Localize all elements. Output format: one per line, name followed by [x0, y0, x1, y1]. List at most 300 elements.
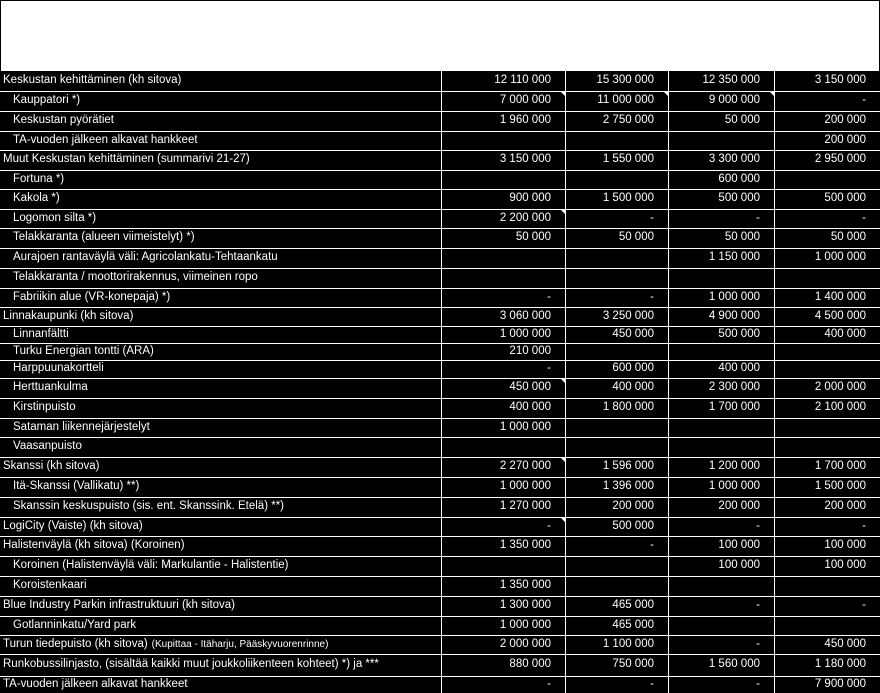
row-label-text: Harppuunakortteli	[13, 362, 104, 375]
column-divider	[441, 556, 442, 576]
column-divider	[565, 91, 566, 111]
column-divider	[774, 307, 775, 326]
value-cell: 1 000 000	[499, 327, 551, 340]
value-cell: 465 000	[612, 599, 654, 612]
value-cell: 1 270 000	[499, 500, 551, 513]
row-label-text: Telakkaranta / moottorirakennus, viimeinen ropo	[13, 271, 258, 284]
value-cell: 1 560 000	[708, 658, 760, 671]
column-divider	[565, 268, 566, 288]
table-row	[0, 556, 880, 576]
value-cell: -	[862, 519, 866, 532]
value-cell: 1 500 000	[814, 480, 866, 493]
row-label	[0, 150, 441, 170]
value-cell: 2 200 000	[499, 211, 551, 224]
row-divider	[0, 111, 880, 112]
row-label-text: Itä-Skanssi (Vallikatu) **)	[13, 480, 140, 493]
column-divider	[668, 189, 669, 209]
value-cell: 12 350 000	[702, 74, 760, 87]
row-divider	[0, 477, 880, 478]
row-divider	[0, 209, 880, 210]
value-cell	[775, 268, 880, 288]
column-divider	[668, 307, 669, 326]
value-cell: -	[756, 677, 760, 690]
column-divider	[441, 616, 442, 635]
value-cell: 100 000	[824, 539, 866, 552]
value-cell	[669, 616, 774, 635]
column-divider	[441, 307, 442, 326]
column-divider	[441, 189, 442, 209]
column-divider	[774, 616, 775, 635]
column-divider	[668, 268, 669, 288]
row-label	[0, 170, 441, 189]
value-cell: 1 150 000	[708, 251, 760, 264]
row-divider	[0, 170, 880, 171]
column-divider	[668, 71, 669, 91]
table-row	[0, 343, 880, 360]
column-divider	[565, 418, 566, 437]
column-divider	[774, 576, 775, 596]
column-divider	[668, 248, 669, 268]
value-cell: 900 000	[509, 192, 551, 205]
column-divider	[565, 170, 566, 189]
value-cell	[669, 437, 774, 457]
row-label	[0, 307, 441, 326]
value-cell: 15 300 000	[596, 74, 654, 87]
value-cell: 1 180 000	[814, 658, 866, 671]
column-divider	[565, 596, 566, 616]
column-divider	[774, 248, 775, 268]
column-divider	[774, 477, 775, 497]
value-cell: -	[650, 539, 654, 552]
column-divider	[668, 477, 669, 497]
row-label-text: Blue Industry Parkin infrastruktuuri (kh sitova)	[3, 599, 236, 612]
value-cell: 1 500 000	[602, 192, 654, 205]
table-row	[0, 616, 880, 635]
column-divider	[441, 398, 442, 418]
column-divider	[441, 635, 442, 654]
value-cell: 3 300 000	[708, 153, 760, 166]
row-label-text: Logomon silta *)	[13, 211, 97, 224]
column-divider	[774, 437, 775, 457]
column-divider	[668, 437, 669, 457]
value-cell	[669, 343, 774, 360]
row-label-text: Linnanfältti	[13, 327, 69, 340]
column-divider	[441, 71, 442, 91]
value-cell: 1 700 000	[814, 460, 866, 473]
row-label	[0, 360, 441, 378]
column-divider	[668, 150, 669, 170]
table-row	[0, 437, 880, 457]
row-label-text: LogiCity (Vaiste) (kh sitova)	[3, 519, 143, 532]
column-divider	[668, 288, 669, 307]
value-cell	[442, 248, 565, 268]
value-cell: 7 900 000	[814, 677, 866, 690]
row-label-text: Turun tiedepuisto (kh sitova)	[3, 637, 148, 650]
column-divider	[565, 150, 566, 170]
value-cell: 1 000 000	[708, 290, 760, 303]
row-divider	[0, 654, 880, 655]
value-cell: -	[650, 677, 654, 690]
row-label	[0, 288, 441, 307]
value-cell	[669, 268, 774, 288]
row-label-text: Keskustan pyörätiet	[13, 114, 115, 127]
row-divider	[0, 635, 880, 636]
value-cell: -	[547, 290, 551, 303]
value-cell: 1 396 000	[602, 480, 654, 493]
table-row	[0, 457, 880, 477]
table-row	[0, 307, 880, 326]
table-row	[0, 596, 880, 616]
column-divider	[774, 268, 775, 288]
table-row	[0, 228, 880, 248]
column-divider	[565, 378, 566, 398]
value-cell: 450 000	[509, 381, 551, 394]
column-divider	[668, 326, 669, 343]
row-label-text: Fabriikin alue (VR-konepaja) *)	[13, 290, 171, 303]
column-divider	[668, 228, 669, 248]
row-divider	[0, 326, 880, 327]
row-divider	[0, 418, 880, 419]
table-row	[0, 676, 880, 693]
column-divider	[565, 497, 566, 517]
column-divider	[441, 517, 442, 536]
row-label-text: Halistenväylä (kh sitova) (Koroinen)	[3, 539, 185, 552]
value-cell: 2 300 000	[708, 381, 760, 394]
column-divider	[668, 378, 669, 398]
column-divider	[668, 131, 669, 150]
value-cell: 2 000 000	[814, 381, 866, 394]
column-divider	[774, 676, 775, 693]
column-divider	[441, 288, 442, 307]
column-divider	[565, 228, 566, 248]
value-cell: 50 000	[724, 114, 760, 127]
column-divider	[565, 343, 566, 360]
value-cell: 200 000	[718, 500, 760, 513]
column-divider	[565, 131, 566, 150]
value-cell	[566, 418, 668, 437]
column-divider	[668, 654, 669, 676]
table-row	[0, 517, 880, 536]
table-row	[0, 248, 880, 268]
column-divider	[774, 596, 775, 616]
row-label	[0, 91, 441, 111]
column-divider	[774, 398, 775, 418]
table-row	[0, 268, 880, 288]
value-cell: 2 950 000	[814, 153, 866, 166]
column-divider	[668, 556, 669, 576]
column-divider	[668, 676, 669, 693]
column-divider	[565, 398, 566, 418]
value-cell: 1 000 000	[499, 480, 551, 493]
value-cell: -	[756, 211, 760, 224]
value-cell: 3 150 000	[814, 74, 866, 87]
row-label-text: TA-vuoden jälkeen alkavat hankkeet	[13, 133, 198, 146]
row-label	[0, 457, 441, 477]
value-cell: 1 550 000	[602, 153, 654, 166]
value-cell: 600 000	[718, 172, 760, 185]
column-divider	[441, 111, 442, 131]
column-divider	[774, 654, 775, 676]
column-divider	[774, 457, 775, 477]
row-label-text: Aurajoen rantaväylä väli: Agricolankatu-Tehtaankatu	[13, 251, 278, 264]
column-divider	[441, 596, 442, 616]
table-row	[0, 71, 880, 91]
value-cell: 4 500 000	[814, 309, 866, 322]
column-divider	[668, 616, 669, 635]
value-cell	[566, 576, 668, 596]
value-cell: -	[650, 211, 654, 224]
row-label	[0, 676, 441, 693]
value-cell: 1 300 000	[499, 599, 551, 612]
row-divider	[0, 248, 880, 249]
row-divider	[0, 398, 880, 399]
row-label	[0, 616, 441, 635]
value-cell: 1 000 000	[814, 251, 866, 264]
value-cell: -	[756, 599, 760, 612]
column-divider	[441, 497, 442, 517]
row-divider	[0, 457, 880, 458]
value-cell: 880 000	[509, 658, 551, 671]
row-label	[0, 517, 441, 536]
column-divider	[774, 150, 775, 170]
value-cell: 200 000	[824, 500, 866, 513]
column-divider	[668, 635, 669, 654]
row-label	[0, 131, 441, 150]
column-divider	[565, 71, 566, 91]
row-label-text: Muut Keskustan kehittäminen (summarivi 21-27)	[3, 153, 250, 166]
row-label-text: Skanssi (kh sitova)	[3, 460, 100, 473]
column-divider	[774, 378, 775, 398]
table-row	[0, 418, 880, 437]
row-label	[0, 228, 441, 248]
row-label	[0, 418, 441, 437]
value-cell: 500 000	[824, 192, 866, 205]
column-divider	[441, 437, 442, 457]
table-row	[0, 91, 880, 111]
column-divider	[774, 189, 775, 209]
row-divider	[0, 576, 880, 577]
column-divider	[565, 111, 566, 131]
table-row	[0, 635, 880, 654]
column-divider	[565, 654, 566, 676]
row-divider	[0, 150, 880, 151]
column-divider	[774, 131, 775, 150]
table-row	[0, 288, 880, 307]
row-label-text: Linnakaupunki (kh sitova)	[3, 309, 134, 322]
row-divider	[0, 676, 880, 677]
value-cell: 400 000	[824, 327, 866, 340]
column-divider	[668, 536, 669, 556]
row-label-text: Telakkaranta (alueen viimeistelyt) *)	[13, 231, 195, 244]
row-divider	[0, 616, 880, 617]
value-cell: 50 000	[724, 231, 760, 244]
row-divider	[0, 536, 880, 537]
column-divider	[441, 209, 442, 228]
value-cell	[775, 360, 880, 378]
column-divider	[565, 676, 566, 693]
column-divider	[565, 360, 566, 378]
value-cell	[775, 343, 880, 360]
column-divider	[774, 497, 775, 517]
column-divider	[565, 437, 566, 457]
column-divider	[441, 268, 442, 288]
value-cell: 465 000	[612, 618, 654, 631]
value-cell: 1 350 000	[499, 579, 551, 592]
column-divider	[774, 517, 775, 536]
value-cell: -	[862, 94, 866, 107]
row-divider	[0, 268, 880, 269]
row-divider	[0, 378, 880, 379]
value-cell	[566, 248, 668, 268]
column-divider	[668, 91, 669, 111]
row-label-text: Herttuankulma	[13, 381, 88, 394]
table-row	[0, 170, 880, 189]
value-cell: 3 250 000	[602, 309, 654, 322]
value-cell: 2 100 000	[814, 401, 866, 414]
value-cell	[442, 268, 565, 288]
row-divider	[0, 189, 880, 190]
column-divider	[565, 189, 566, 209]
column-divider	[565, 616, 566, 635]
value-cell: 1 800 000	[602, 401, 654, 414]
row-label	[0, 437, 441, 457]
column-divider	[774, 326, 775, 343]
row-label-text: Koroinen (Halistenväylä väli: Markulantie - Halistentie)	[13, 559, 289, 572]
row-label	[0, 268, 441, 288]
table-row	[0, 360, 880, 378]
value-cell	[775, 170, 880, 189]
column-divider	[441, 248, 442, 268]
value-cell: 400 000	[718, 362, 760, 375]
column-divider	[668, 576, 669, 596]
value-cell: 9 000 000	[708, 94, 760, 107]
value-cell: -	[547, 362, 551, 375]
column-divider	[565, 326, 566, 343]
column-divider	[441, 326, 442, 343]
column-divider	[774, 536, 775, 556]
value-cell: 1 000 000	[708, 480, 760, 493]
row-label-text: TA-vuoden jälkeen alkavat hankkeet	[3, 677, 188, 690]
row-divider	[0, 556, 880, 557]
value-cell	[566, 437, 668, 457]
table-row	[0, 189, 880, 209]
column-divider	[565, 209, 566, 228]
row-label	[0, 111, 441, 131]
row-label	[0, 576, 441, 596]
table-row	[0, 150, 880, 170]
value-cell: 2 000 000	[499, 637, 551, 650]
row-divider	[0, 343, 880, 344]
column-divider	[441, 676, 442, 693]
table-row	[0, 576, 880, 596]
column-divider	[668, 170, 669, 189]
column-divider	[441, 343, 442, 360]
table-row	[0, 398, 880, 418]
value-cell: 4 900 000	[708, 309, 760, 322]
row-label	[0, 189, 441, 209]
value-cell	[775, 437, 880, 457]
value-cell: 2 270 000	[499, 460, 551, 473]
row-label	[0, 248, 441, 268]
row-divider	[0, 497, 880, 498]
table-row	[0, 497, 880, 517]
value-cell	[775, 576, 880, 596]
value-cell: 500 000	[718, 327, 760, 340]
value-cell	[669, 131, 774, 150]
column-divider	[565, 288, 566, 307]
column-divider	[441, 91, 442, 111]
row-label-note: (Kupittaa - Itäharju, Pääskyvuorenrinne)	[151, 638, 329, 650]
row-label-text: Kakola *)	[13, 192, 60, 205]
column-divider	[565, 477, 566, 497]
column-divider	[565, 517, 566, 536]
value-cell: 100 000	[824, 559, 866, 572]
value-cell: 450 000	[824, 637, 866, 650]
column-divider	[774, 343, 775, 360]
value-cell: 50 000	[830, 231, 866, 244]
row-label	[0, 596, 441, 616]
value-cell: 7 000 000	[499, 94, 551, 107]
value-cell: 1 700 000	[708, 401, 760, 414]
row-divider	[0, 596, 880, 597]
value-cell	[566, 268, 668, 288]
value-cell: 1 200 000	[708, 460, 760, 473]
value-cell: 12 110 000	[494, 74, 551, 87]
column-divider	[774, 71, 775, 91]
value-cell: 1 100 000	[602, 637, 654, 650]
column-divider	[565, 576, 566, 596]
value-cell: -	[547, 677, 551, 690]
column-divider	[565, 248, 566, 268]
row-label	[0, 343, 441, 360]
value-cell: 210 000	[509, 344, 551, 357]
value-cell	[566, 170, 668, 189]
column-divider	[774, 288, 775, 307]
column-divider	[774, 111, 775, 131]
column-divider	[774, 91, 775, 111]
row-divider	[0, 228, 880, 229]
value-cell: 11 000 000	[597, 94, 654, 107]
row-label-text: Kirstinpuisto	[13, 401, 76, 414]
row-label-text: Gotlanninkatu/Yard park	[13, 618, 137, 631]
row-label-text: Kauppatori *)	[13, 94, 81, 107]
column-divider	[441, 536, 442, 556]
value-cell: 100 000	[718, 539, 760, 552]
column-divider	[774, 360, 775, 378]
column-divider	[668, 517, 669, 536]
row-label	[0, 654, 441, 676]
column-divider	[774, 170, 775, 189]
value-cell	[566, 131, 668, 150]
value-cell: 1 400 000	[814, 290, 866, 303]
column-divider	[441, 228, 442, 248]
value-cell: 400 000	[509, 401, 551, 414]
row-label	[0, 326, 441, 343]
value-cell: 600 000	[612, 362, 654, 375]
value-cell: 3 060 000	[499, 309, 551, 322]
column-divider	[668, 209, 669, 228]
value-cell: 400 000	[612, 381, 654, 394]
column-divider	[441, 150, 442, 170]
column-divider	[565, 536, 566, 556]
column-divider	[668, 457, 669, 477]
row-label	[0, 398, 441, 418]
value-cell: -	[862, 211, 866, 224]
row-divider	[0, 91, 880, 92]
budget-table	[0, 71, 880, 693]
table-row	[0, 654, 880, 676]
value-cell: 100 000	[718, 559, 760, 572]
